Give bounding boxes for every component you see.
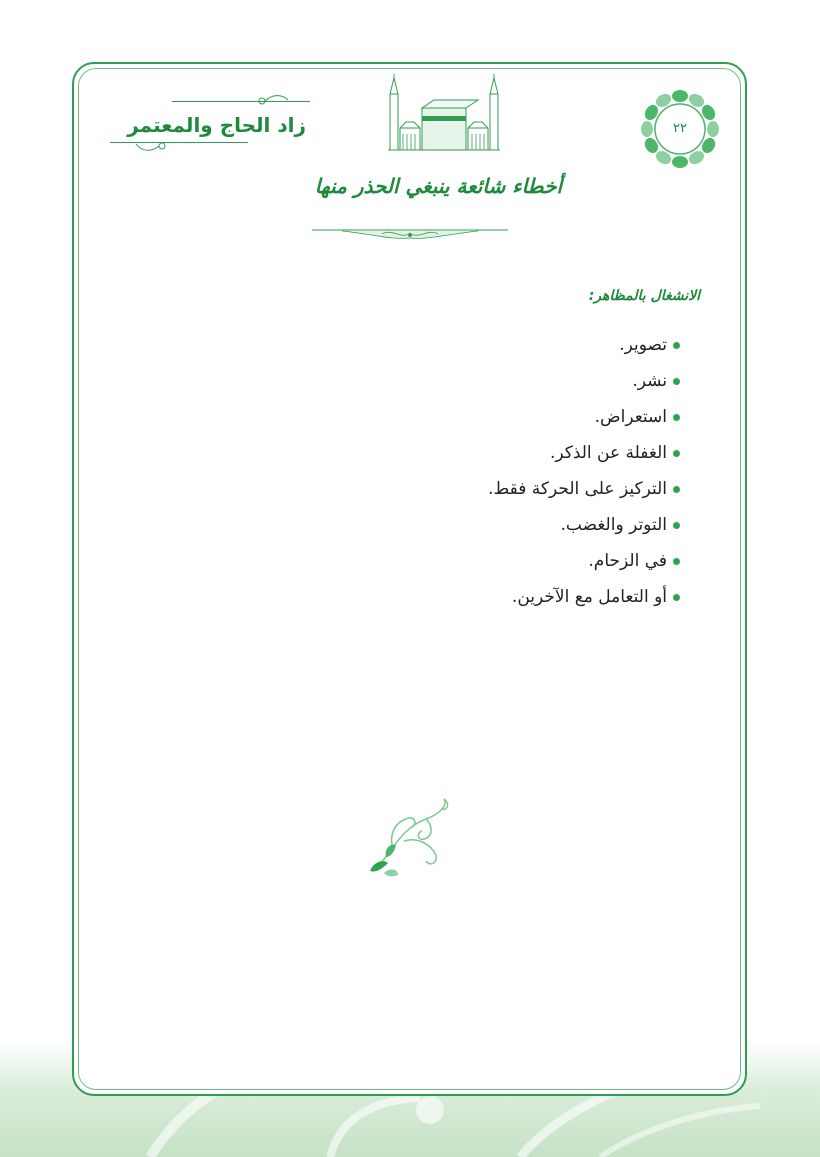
mistakes-list [300, 330, 680, 618]
list-item [300, 510, 680, 546]
bullet-icon [673, 486, 680, 493]
bullet-icon [673, 522, 680, 529]
swirl-ornament-icon [248, 92, 308, 110]
kaaba-mosque-icon [382, 74, 506, 152]
page-number: ٢٢ [673, 121, 687, 136]
book-title: زاد الحاج والمعتمر [127, 113, 306, 137]
list-item [300, 330, 680, 366]
list-item [300, 474, 680, 510]
bullet-icon [673, 594, 680, 601]
bullet-icon [673, 450, 680, 457]
list-item-text: أو التعامل مع الآخرين. [511, 587, 667, 607]
page-heading: أخطاء شائعة ينبغي الحذر منها [314, 174, 562, 198]
bullet-icon [673, 558, 680, 565]
list-item-text: في الزحام. [588, 551, 667, 571]
list-item-text: التركيز على الحركة فقط. [488, 479, 667, 499]
bullet-icon [673, 342, 680, 349]
floral-ornament-icon [364, 797, 456, 879]
ornament-divider-icon [312, 224, 508, 244]
section-heading: الانشغال بالمظاهر: [588, 288, 700, 304]
list-item [300, 366, 680, 402]
bullet-icon [673, 378, 680, 385]
list-item-text: نشر. [632, 371, 667, 391]
bullet-icon [673, 414, 680, 421]
list-item [300, 402, 680, 438]
list-item [300, 546, 680, 582]
swirl-ornament-icon [132, 136, 192, 154]
list-item-text: الغفلة عن الذكر. [549, 443, 667, 463]
list-item-text: التوتر والغضب. [560, 515, 667, 535]
list-item [300, 438, 680, 474]
list-item [300, 582, 680, 618]
list-item-text: استعراض. [594, 407, 667, 427]
list-item-text: تصوير. [619, 335, 667, 355]
